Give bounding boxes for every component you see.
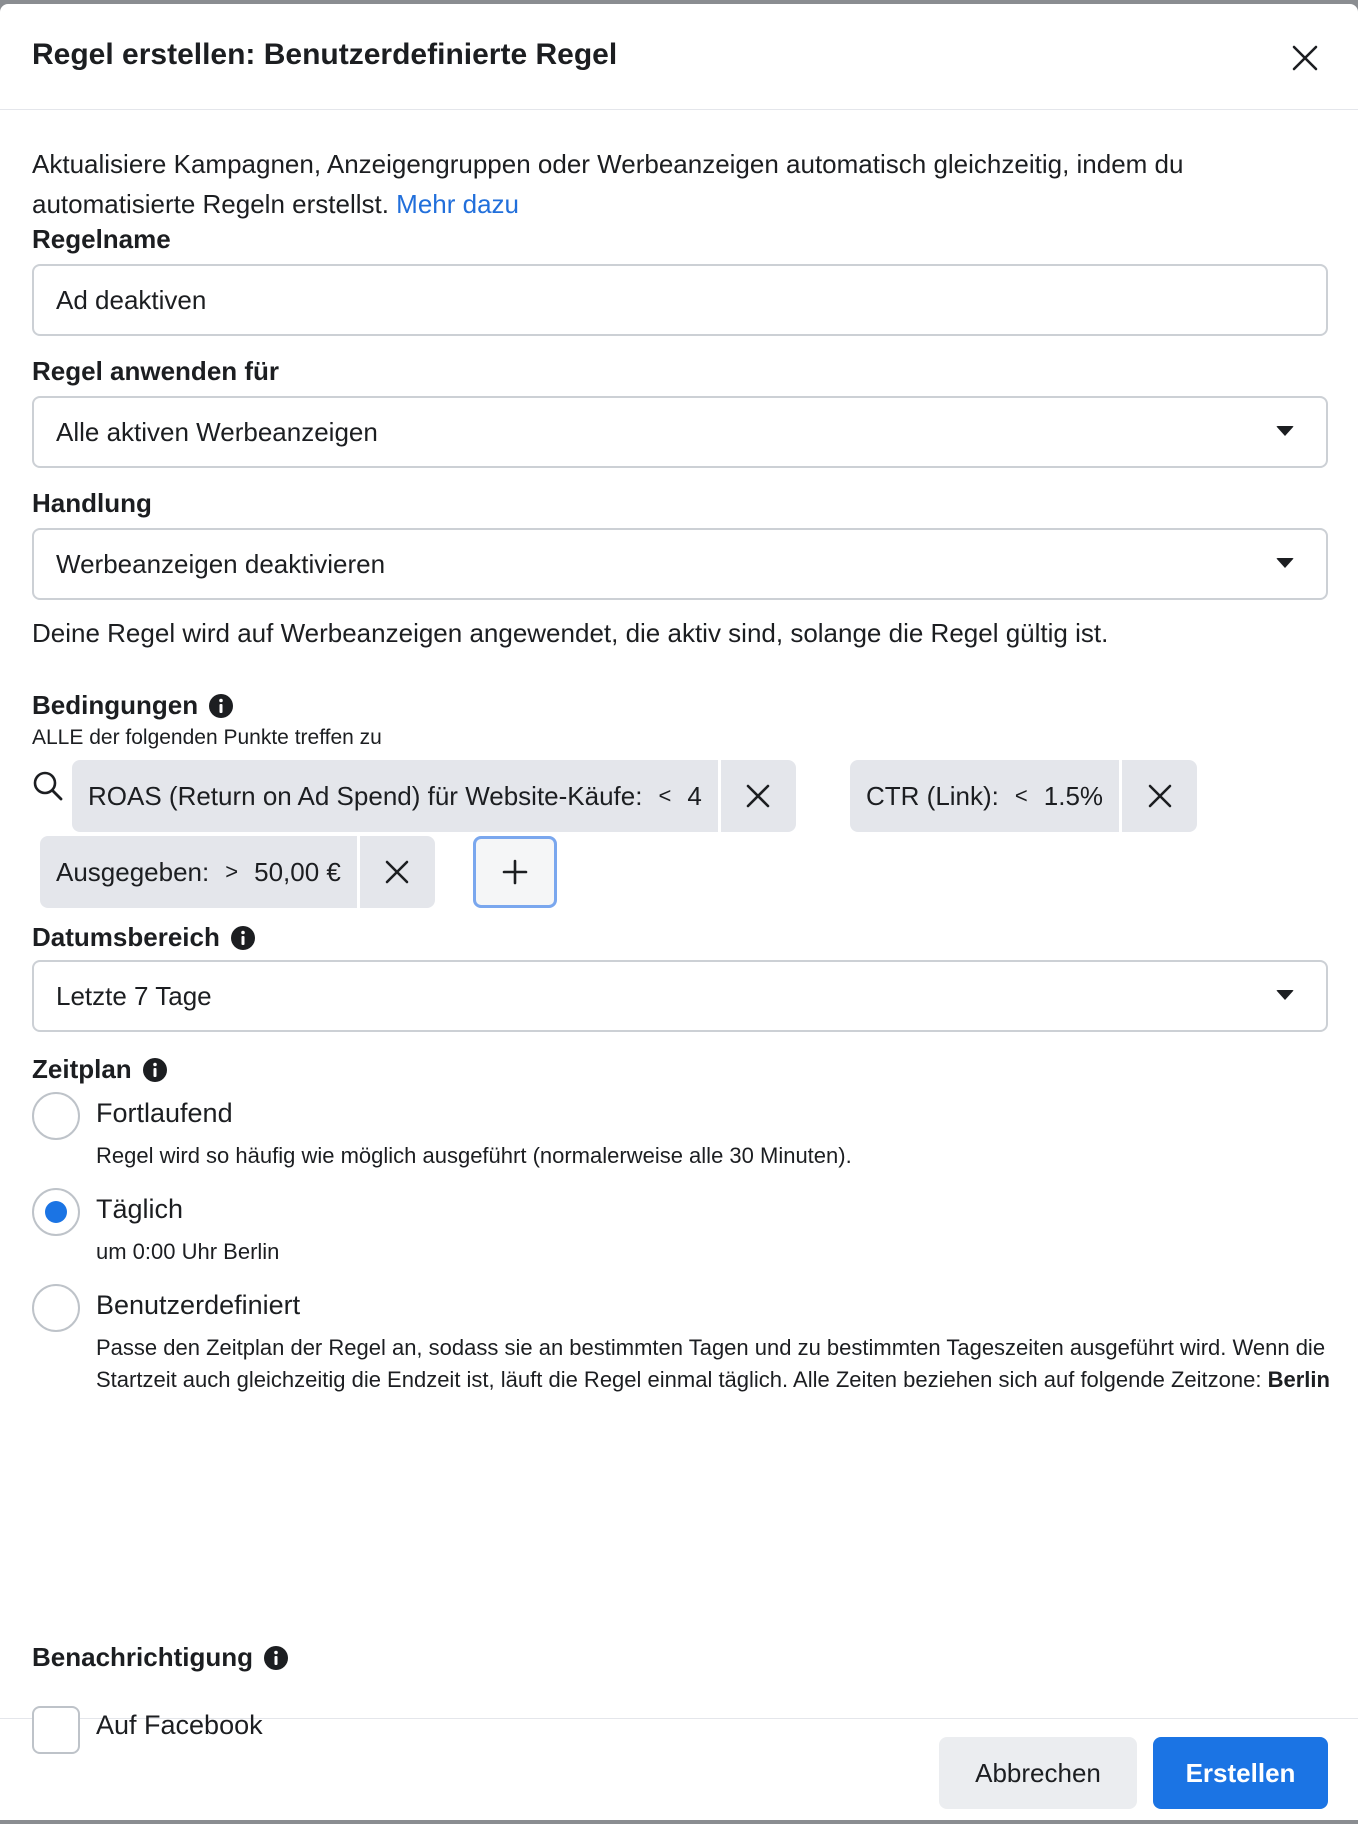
condition-chip-ctr[interactable] (850, 760, 1197, 832)
action-note: Deine Regel wird auf Werbeanzeigen angewendet, die aktiv sind, solange die Regel gültig ist. (32, 618, 1109, 648)
conditions-subtitle: ALLE der folgenden Punkte treffen zu (32, 726, 382, 749)
schedule-option-title: Fortlaufend (96, 1098, 233, 1128)
info-icon[interactable] (142, 1057, 168, 1083)
condition-metric: Ausgegeben: (56, 856, 210, 887)
conditions-label (32, 690, 234, 721)
chevron-down-icon (1276, 558, 1294, 568)
plus-icon (502, 859, 528, 885)
condition-chip-body[interactable] (72, 760, 718, 832)
condition-chip-body[interactable] (40, 836, 357, 908)
date-range-select[interactable] (32, 960, 1328, 1032)
apply-to-label (32, 356, 279, 387)
condition-operator: < (1014, 783, 1028, 808)
remove-icon (1147, 783, 1173, 809)
create-button[interactable]: Erstellen (1153, 1737, 1328, 1809)
info-icon[interactable] (208, 693, 234, 719)
info-icon[interactable] (263, 1645, 289, 1671)
rule-name-input[interactable] (32, 264, 1328, 336)
notification-label-text: Benachrichtigung (32, 1642, 254, 1672)
schedule-option-title: Benutzerdefiniert (96, 1290, 301, 1320)
condition-chip-body[interactable] (850, 760, 1119, 832)
notification-option-label: Auf Facebook (96, 1710, 263, 1740)
info-icon[interactable] (230, 925, 256, 951)
remove-icon (745, 783, 771, 809)
condition-metric: ROAS (Return on Ad Spend) für Website-Käufe: (88, 780, 643, 811)
add-condition-button[interactable] (473, 836, 557, 908)
cancel-button[interactable]: Abbrechen (939, 1737, 1137, 1809)
date-range-label (32, 922, 256, 953)
intro-text (32, 144, 1322, 224)
condition-value: 50,00 € (254, 856, 341, 887)
condition-chip-spent[interactable] (40, 836, 435, 908)
condition-value: 4 (687, 780, 702, 811)
chevron-down-icon (1276, 990, 1294, 1000)
schedule-label-text: Zeitplan (32, 1054, 132, 1084)
condition-value: 1.5% (1043, 780, 1104, 811)
condition-metric: CTR (Link): (866, 780, 999, 811)
remove-icon (384, 859, 410, 885)
radio-custom[interactable] (32, 1284, 80, 1332)
action-label-text: Handlung (32, 488, 152, 518)
dialog-body (0, 110, 1358, 1718)
condition-operator: < (658, 783, 672, 808)
conditions-label-text: Bedingungen (32, 690, 199, 720)
learn-more-link[interactable]: Mehr dazu (396, 189, 520, 219)
intro-description: Aktualisiere Kampagnen, Anzeigengruppen oder Werbeanzeigen automatisch gleichzeitig, indem du automatisierte Regeln erstellst. (32, 149, 1184, 219)
apply-to-label-text: Regel anwenden für (32, 356, 280, 386)
schedule-option-daily[interactable] (32, 1188, 1332, 1268)
date-range-label-text: Datumsbereich (32, 922, 220, 952)
dialog-header (0, 4, 1358, 110)
notification-heading (32, 1642, 289, 1673)
dialog-title: Regel erstellen: Benutzerdefinierte Regel (32, 38, 618, 71)
dialog-footer (0, 1718, 1358, 1820)
condition-operator: > (225, 859, 239, 884)
date-range-value: Letzte 7 Tage (56, 980, 212, 1011)
chevron-down-icon (1276, 426, 1294, 436)
schedule-option-custom[interactable] (32, 1284, 1332, 1424)
remove-condition-button[interactable] (718, 760, 796, 832)
radio-continuous[interactable] (32, 1092, 80, 1140)
radio-daily[interactable] (32, 1188, 80, 1236)
schedule-option-description: um 0:00 Uhr Berlin (96, 1239, 280, 1264)
rule-name-label (32, 224, 171, 255)
apply-to-value: Alle aktiven Werbeanzeigen (56, 416, 378, 447)
remove-condition-button[interactable] (1119, 760, 1197, 832)
remove-condition-button[interactable] (357, 836, 435, 908)
action-label (32, 488, 152, 519)
timezone-value: Berlin (1267, 1367, 1330, 1392)
custom-schedule-text: Passe den Zeitplan der Regel an, sodass sie an bestimmten Tagen und zu bestimmten Tageszeiten ausgeführt wird. Wenn die Startzeit auch gleichzeitig die Endzeit ist, läuft die Regel einmal täglich. Alle Zeiten beziehen sich auf folgende Zeitzone: (96, 1335, 1326, 1392)
schedule-option-description: Regel wird so häufig wie möglich ausgeführt (normalerweise alle 30 Minuten). (96, 1143, 852, 1168)
rule-dialog (0, 4, 1358, 1820)
schedule-label (32, 1054, 168, 1085)
close-button[interactable] (1285, 38, 1325, 78)
rule-name-value: Ad deaktiven (56, 284, 207, 315)
action-value: Werbeanzeigen deaktivieren (56, 548, 386, 579)
action-select[interactable] (32, 528, 1328, 600)
schedule-option-continuous[interactable] (32, 1092, 1332, 1172)
rule-name-label-text: Regelname (32, 224, 171, 254)
schedule-option-title: Täglich (96, 1194, 184, 1224)
apply-to-select[interactable] (32, 396, 1328, 468)
condition-chip-roas[interactable] (72, 760, 796, 832)
schedule-option-description (96, 1332, 1336, 1396)
search-icon (32, 770, 64, 802)
close-icon (1291, 44, 1319, 72)
